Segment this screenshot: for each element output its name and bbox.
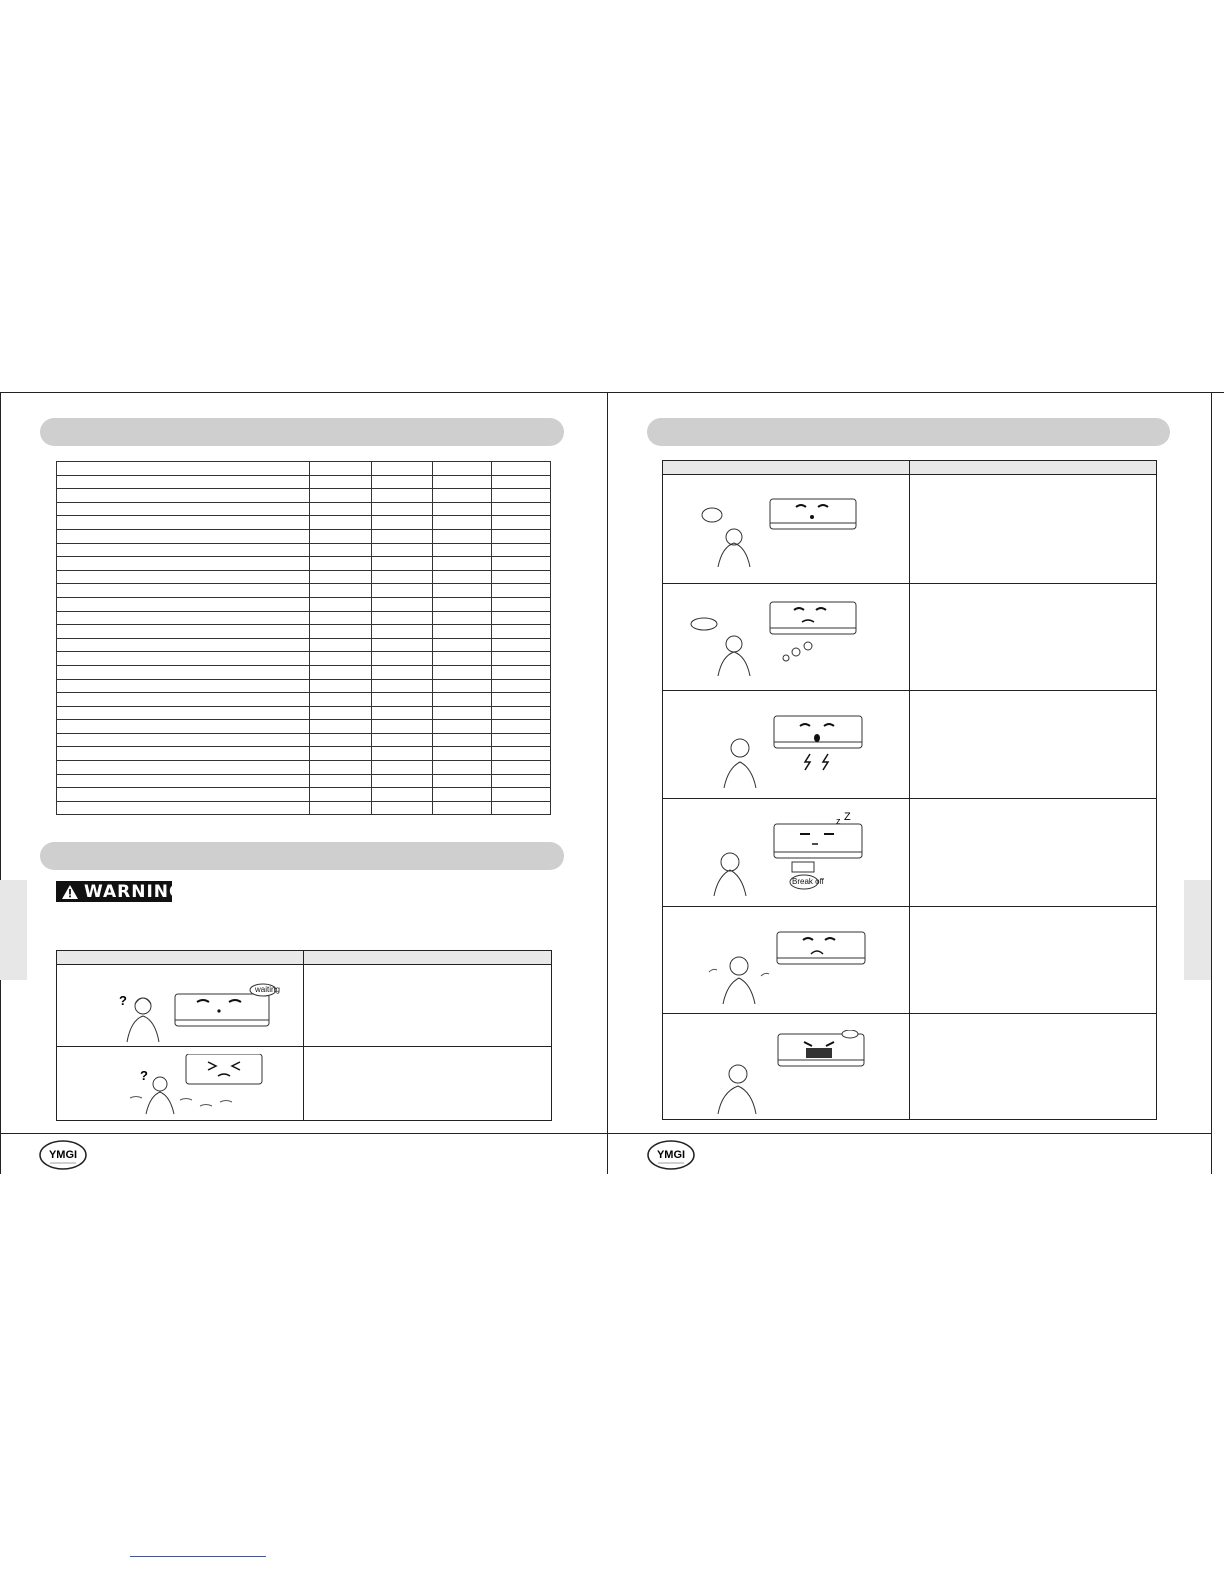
table-cell xyxy=(433,502,492,516)
table-cell xyxy=(372,529,433,543)
row-divider xyxy=(663,690,1156,691)
table-row xyxy=(57,462,551,476)
table-cell xyxy=(372,611,433,625)
table-cell xyxy=(492,733,551,747)
table-cell xyxy=(492,611,551,625)
row-divider xyxy=(57,1046,551,1047)
table-cell xyxy=(433,638,492,652)
table-cell xyxy=(372,665,433,679)
table-row xyxy=(57,570,551,584)
warning-triangle-icon xyxy=(62,885,78,899)
table-cell xyxy=(372,679,433,693)
illustration-airflow xyxy=(120,1054,285,1116)
table-cell xyxy=(372,774,433,788)
table-cell xyxy=(57,502,310,516)
table-cell xyxy=(310,475,372,489)
table-cell xyxy=(433,516,492,530)
table-cell xyxy=(57,706,310,720)
top-border xyxy=(0,392,1224,393)
confused-woman-airflow-icon xyxy=(120,1054,285,1116)
table-cell xyxy=(492,801,551,815)
center-fold xyxy=(607,392,608,1174)
table-row xyxy=(57,679,551,693)
table-cell xyxy=(492,462,551,476)
waiting-bubble-text: waiting xyxy=(255,985,280,994)
table-cell xyxy=(310,665,372,679)
table-cell xyxy=(433,788,492,802)
table-cell xyxy=(372,788,433,802)
row-divider xyxy=(663,583,1156,584)
table-cell xyxy=(310,774,372,788)
table-row xyxy=(57,516,551,530)
table-cell xyxy=(372,801,433,815)
table-cell xyxy=(433,747,492,761)
table-cell xyxy=(433,679,492,693)
table-cell xyxy=(433,489,492,503)
table-row xyxy=(57,625,551,639)
table-row xyxy=(57,475,551,489)
table-row xyxy=(57,665,551,679)
table-cell xyxy=(492,529,551,543)
table-cell xyxy=(310,652,372,666)
svg-text:?: ? xyxy=(140,1068,148,1083)
table-cell xyxy=(57,679,310,693)
illustration-right-5 xyxy=(705,920,867,1004)
table-cell xyxy=(433,720,492,734)
table-cell xyxy=(57,529,310,543)
table-cell xyxy=(372,557,433,571)
specs-section-bar xyxy=(40,418,564,446)
table-cell xyxy=(492,774,551,788)
illustration-right-6 xyxy=(710,1030,870,1114)
footer-link-underline[interactable] xyxy=(130,1556,266,1557)
svg-text:YMGI: YMGI xyxy=(656,1149,686,1161)
table-cell xyxy=(492,570,551,584)
table-cell xyxy=(310,625,372,639)
table-cell xyxy=(57,475,310,489)
table-cell xyxy=(492,693,551,707)
illustration-waiting xyxy=(105,980,285,1046)
table-cell xyxy=(57,747,310,761)
table-cell xyxy=(57,761,310,775)
table-cell xyxy=(57,584,310,598)
table-cell xyxy=(310,502,372,516)
table-cell xyxy=(492,557,551,571)
break-off-bubble-text: Break off xyxy=(792,877,824,886)
specifications-table xyxy=(56,461,551,815)
left-side-tab xyxy=(0,880,27,980)
table-cell xyxy=(372,462,433,476)
svg-text:z: z xyxy=(836,816,841,826)
table-row xyxy=(57,502,551,516)
table-cell xyxy=(57,625,310,639)
table-cell xyxy=(372,502,433,516)
right-border xyxy=(1211,392,1212,1174)
svg-text:Z: Z xyxy=(844,812,851,823)
table-cell xyxy=(57,652,310,666)
column-divider xyxy=(909,461,910,1119)
table-row xyxy=(57,733,551,747)
table-cell xyxy=(310,679,372,693)
table-cell xyxy=(433,774,492,788)
table-cell xyxy=(433,597,492,611)
table-cell xyxy=(310,693,372,707)
column-divider xyxy=(303,951,304,1120)
table-cell xyxy=(492,489,551,503)
table-cell xyxy=(310,529,372,543)
table-cell xyxy=(372,597,433,611)
table-cell xyxy=(372,543,433,557)
table-row xyxy=(57,706,551,720)
table-row xyxy=(57,761,551,775)
illustration-right-1 xyxy=(700,495,860,567)
table-cell xyxy=(310,761,372,775)
svg-text:?: ? xyxy=(119,993,127,1008)
table-cell xyxy=(433,611,492,625)
table-cell xyxy=(433,693,492,707)
man-ac-sleeping-icon xyxy=(708,812,868,896)
table-cell xyxy=(310,638,372,652)
table-cell xyxy=(433,584,492,598)
man-ac-sparks-icon xyxy=(720,712,865,788)
table-cell xyxy=(492,502,551,516)
table-row xyxy=(57,489,551,503)
table-cell xyxy=(372,489,433,503)
table-row xyxy=(57,788,551,802)
table-cell xyxy=(57,597,310,611)
table-cell xyxy=(492,761,551,775)
table-cell xyxy=(433,761,492,775)
table-cell xyxy=(372,706,433,720)
table-row xyxy=(57,597,551,611)
table-cell xyxy=(57,774,310,788)
table-cell xyxy=(310,584,372,598)
table-cell xyxy=(433,733,492,747)
troubleshooting-section-bar xyxy=(40,842,564,870)
table-cell xyxy=(310,489,372,503)
table-cell xyxy=(433,475,492,489)
table-cell xyxy=(57,516,310,530)
table-cell xyxy=(372,570,433,584)
table-cell xyxy=(57,543,310,557)
table-cell xyxy=(372,625,433,639)
table-cell xyxy=(492,584,551,598)
table-cell xyxy=(57,788,310,802)
ymgi-logo-right xyxy=(646,1139,696,1176)
table-cell xyxy=(433,529,492,543)
table-cell xyxy=(310,801,372,815)
table-cell xyxy=(372,747,433,761)
table-cell xyxy=(492,747,551,761)
table-row xyxy=(57,652,551,666)
table-cell xyxy=(372,638,433,652)
table-cell xyxy=(57,462,310,476)
illustration-right-3 xyxy=(720,712,865,788)
table-cell xyxy=(310,747,372,761)
warning-text: WARNING xyxy=(84,881,184,902)
table-cell xyxy=(310,706,372,720)
right-side-tab xyxy=(1184,880,1211,980)
table-cell xyxy=(310,788,372,802)
table-cell xyxy=(433,665,492,679)
svg-text:YMGI: YMGI xyxy=(48,1149,78,1161)
table-row xyxy=(57,747,551,761)
row-divider xyxy=(663,906,1156,907)
ymgi-logo-icon xyxy=(38,1139,88,1171)
ymgi-logo-icon xyxy=(646,1139,696,1171)
table-cell xyxy=(433,462,492,476)
table-cell xyxy=(492,665,551,679)
table-cell xyxy=(433,706,492,720)
table-cell xyxy=(310,462,372,476)
table-cell xyxy=(492,679,551,693)
table-row xyxy=(57,801,551,815)
table-cell xyxy=(310,543,372,557)
row-divider xyxy=(663,1013,1156,1014)
table-cell xyxy=(372,693,433,707)
illustration-right-4 xyxy=(708,812,868,896)
table-cell xyxy=(372,761,433,775)
table-cell xyxy=(492,516,551,530)
table-cell xyxy=(372,475,433,489)
table-cell xyxy=(433,801,492,815)
table-cell xyxy=(433,625,492,639)
table-row xyxy=(57,693,551,707)
table-cell xyxy=(372,733,433,747)
table-cell xyxy=(57,557,310,571)
table-cell xyxy=(57,489,310,503)
table-cell xyxy=(492,720,551,734)
table-row xyxy=(57,774,551,788)
table-cell xyxy=(57,720,310,734)
table-cell xyxy=(310,597,372,611)
table-cell xyxy=(310,570,372,584)
table-cell xyxy=(372,584,433,598)
footer-rule xyxy=(0,1133,1211,1134)
illustration-right-2 xyxy=(690,600,860,676)
table-row xyxy=(57,529,551,543)
left-border xyxy=(0,392,1,1174)
table-cell xyxy=(57,570,310,584)
row-divider xyxy=(663,798,1156,799)
table-cell xyxy=(433,543,492,557)
table-header-row xyxy=(57,951,551,965)
woman-ac-drip-icon xyxy=(690,600,860,676)
table-row xyxy=(57,720,551,734)
woman-thinking-ac-icon xyxy=(700,495,860,567)
table-cell xyxy=(57,801,310,815)
table-cell xyxy=(310,516,372,530)
table-cell xyxy=(57,638,310,652)
man-ac-blocked-icon xyxy=(710,1030,870,1114)
table-cell xyxy=(57,733,310,747)
table-cell xyxy=(492,597,551,611)
table-cell xyxy=(492,638,551,652)
table-row xyxy=(57,584,551,598)
table-cell xyxy=(492,788,551,802)
table-cell xyxy=(433,652,492,666)
table-cell xyxy=(372,652,433,666)
table-cell xyxy=(57,665,310,679)
table-cell xyxy=(57,693,310,707)
table-row xyxy=(57,638,551,652)
table-cell xyxy=(492,706,551,720)
table-cell xyxy=(492,475,551,489)
man-ac-sad-icon xyxy=(705,920,867,1004)
table-row xyxy=(57,543,551,557)
table-cell xyxy=(492,543,551,557)
table-cell xyxy=(433,570,492,584)
table-cell xyxy=(310,733,372,747)
warning-label xyxy=(56,881,184,902)
table-row xyxy=(57,611,551,625)
table-row xyxy=(57,557,551,571)
table-cell xyxy=(310,611,372,625)
table-cell xyxy=(433,557,492,571)
table-cell xyxy=(372,516,433,530)
table-cell xyxy=(492,652,551,666)
table-cell xyxy=(57,611,310,625)
table-cell xyxy=(372,720,433,734)
table-cell xyxy=(492,625,551,639)
table-cell xyxy=(310,557,372,571)
table-cell xyxy=(310,720,372,734)
right-section-bar xyxy=(647,418,1170,446)
ymgi-logo-left xyxy=(38,1139,88,1176)
